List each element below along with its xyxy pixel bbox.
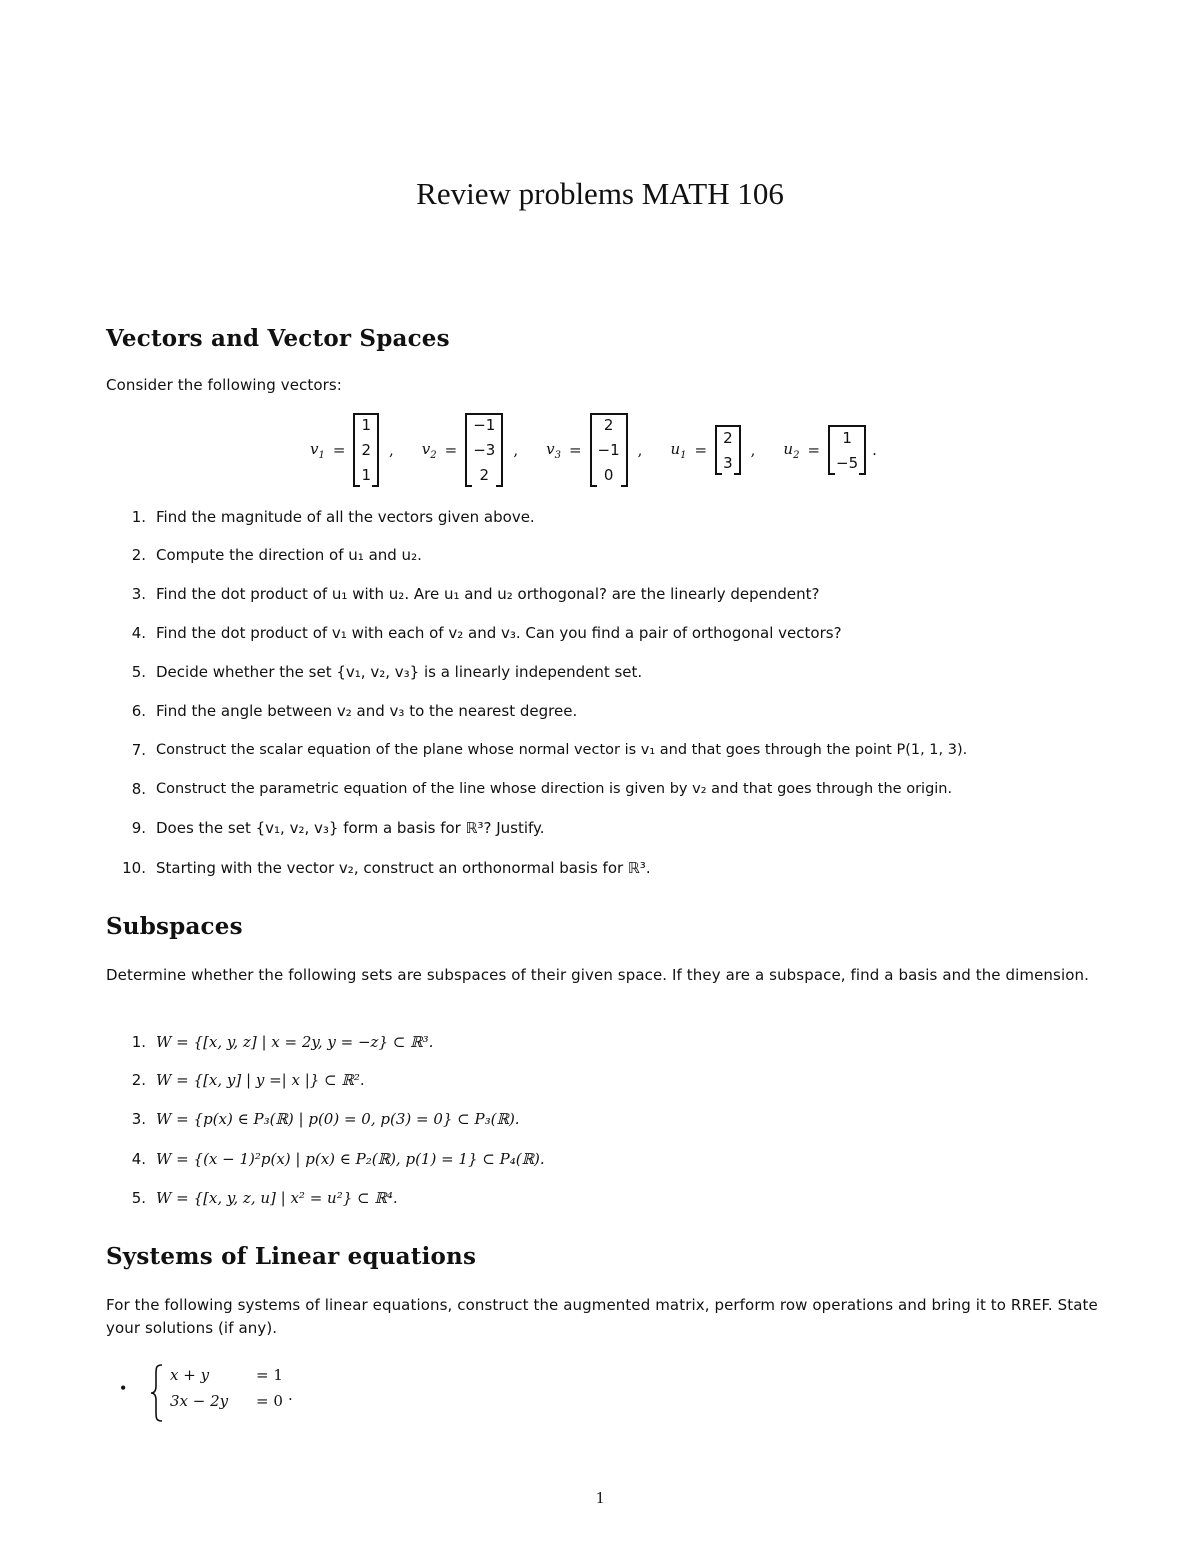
section-intro-systems: For the following systems of linear equations, construct the augmented matrix, perform row operations and bring it to RREF. State your solutions (if any). (106, 1296, 1098, 1337)
system-end-mark: . (288, 1386, 293, 1404)
column-vector: 1 −5 (828, 425, 866, 475)
vector-label: $v_3$ (546, 439, 561, 461)
section-heading-subspaces: Subspaces (106, 913, 243, 940)
section-intro-vectors: Consider the following vectors: (106, 376, 342, 394)
column-vector: −1 −3 2 (465, 413, 503, 487)
equation-lhs: 3x − 2y (170, 1392, 229, 1410)
vector-label: $u_1$ (670, 439, 687, 461)
vector-label: $v_1$ (310, 439, 325, 461)
equation-rhs: = 0 (256, 1392, 283, 1410)
section-heading-systems: Systems of Linear equations (106, 1243, 477, 1270)
vector-definitions: $v_1$ = 1 2 1 , $v_2$ = −1 −3 2 , $v_3$ = 2 −1 0 , $u_1$ = 2 3 , $u_2$ = 1 −5 . (310, 410, 877, 490)
left-brace-icon (150, 1364, 164, 1422)
column-vector: 2 −1 0 (590, 413, 628, 487)
page-number: 1 (595, 1488, 605, 1507)
vector-label: $u_2$ (783, 439, 800, 461)
page-title: Review problems MATH 106 (416, 176, 784, 211)
section-heading-vectors: Vectors and Vector Spaces (106, 325, 450, 352)
equation-lhs: x + y (170, 1366, 210, 1384)
document-page: Review problems MATH 106 Vectors and Vector Spaces Consider the following vectors: $v_1$ = 1 2 1 , $v_2$ = −1 −3 2 , $v_3$ = 2 −1 0 , $u_1$ = 2 3 , $u_2$ = 1 −5 . 1. Find the magnitude of all the vectors given above. 2. Compute the direction of u₁ and u₂. 3. Find the dot product of u₁ with u₂. Are u₁ and u₂ orthogonal? are the linearly dependent? 4. Find the dot product of v₁ with each of v₂ and v₃. Can you find a pair of orthogonal vectors? 5. Decide whether the set {v₁, v₂, v₃} is a linearly independent set. 6. Find the angle between v₂ and v₃ to the nearest degree. 7. Construct the scalar equation of the plane whose normal vector is v₁ and that goes through the point P(1, 1, 3). 8. Construct the parametric equation of the line whose direction is given by v₂ and that goes through the origin. 9. Does the set {v₁, v₂, v₃} form a basis for ℝ³? Justify. 10. Starting with the vector v₂, construct an orthonormal basis for ℝ³. Subspaces Determine whether the following sets are subspaces of their given space. If they are a subspace, find a basis and the dimension. 1. W = {[x, y, z] | x = 2y, y = −z} ⊂ ℝ³. 2. W = {[x, y] | y =| x |} ⊂ ℝ². 3. W = {p(x) ∈ P₃(ℝ) | p(0) = 0, p(3) = 0} ⊂ P₃(ℝ). 4. W = {(x − 1)²p(x) | p(x) ∈ P₂(ℝ), p(1) = 1} ⊂ P₄(ℝ). 5. W = {[x, y, z, u] | x² = u²} ⊂ ℝ⁴. Systems of Linear equations For the following systems of linear equations, construct the augmented matrix, perform row operations and bring it to RREF. State your solutions (if any). • x + y = 1 3x − 2y = 0 . 1 (0, 0, 1200, 1553)
column-vector: 1 2 1 (353, 413, 379, 487)
equation-rhs: = 1 (256, 1366, 283, 1384)
section-intro-subspaces: Determine whether the following sets are subspaces of their given space. If they are a subspace, find a basis and the dimension. (106, 966, 1089, 984)
bullet: • (120, 1378, 127, 1398)
column-vector: 2 3 (715, 425, 741, 475)
vector-label: $v_2$ (421, 439, 437, 461)
